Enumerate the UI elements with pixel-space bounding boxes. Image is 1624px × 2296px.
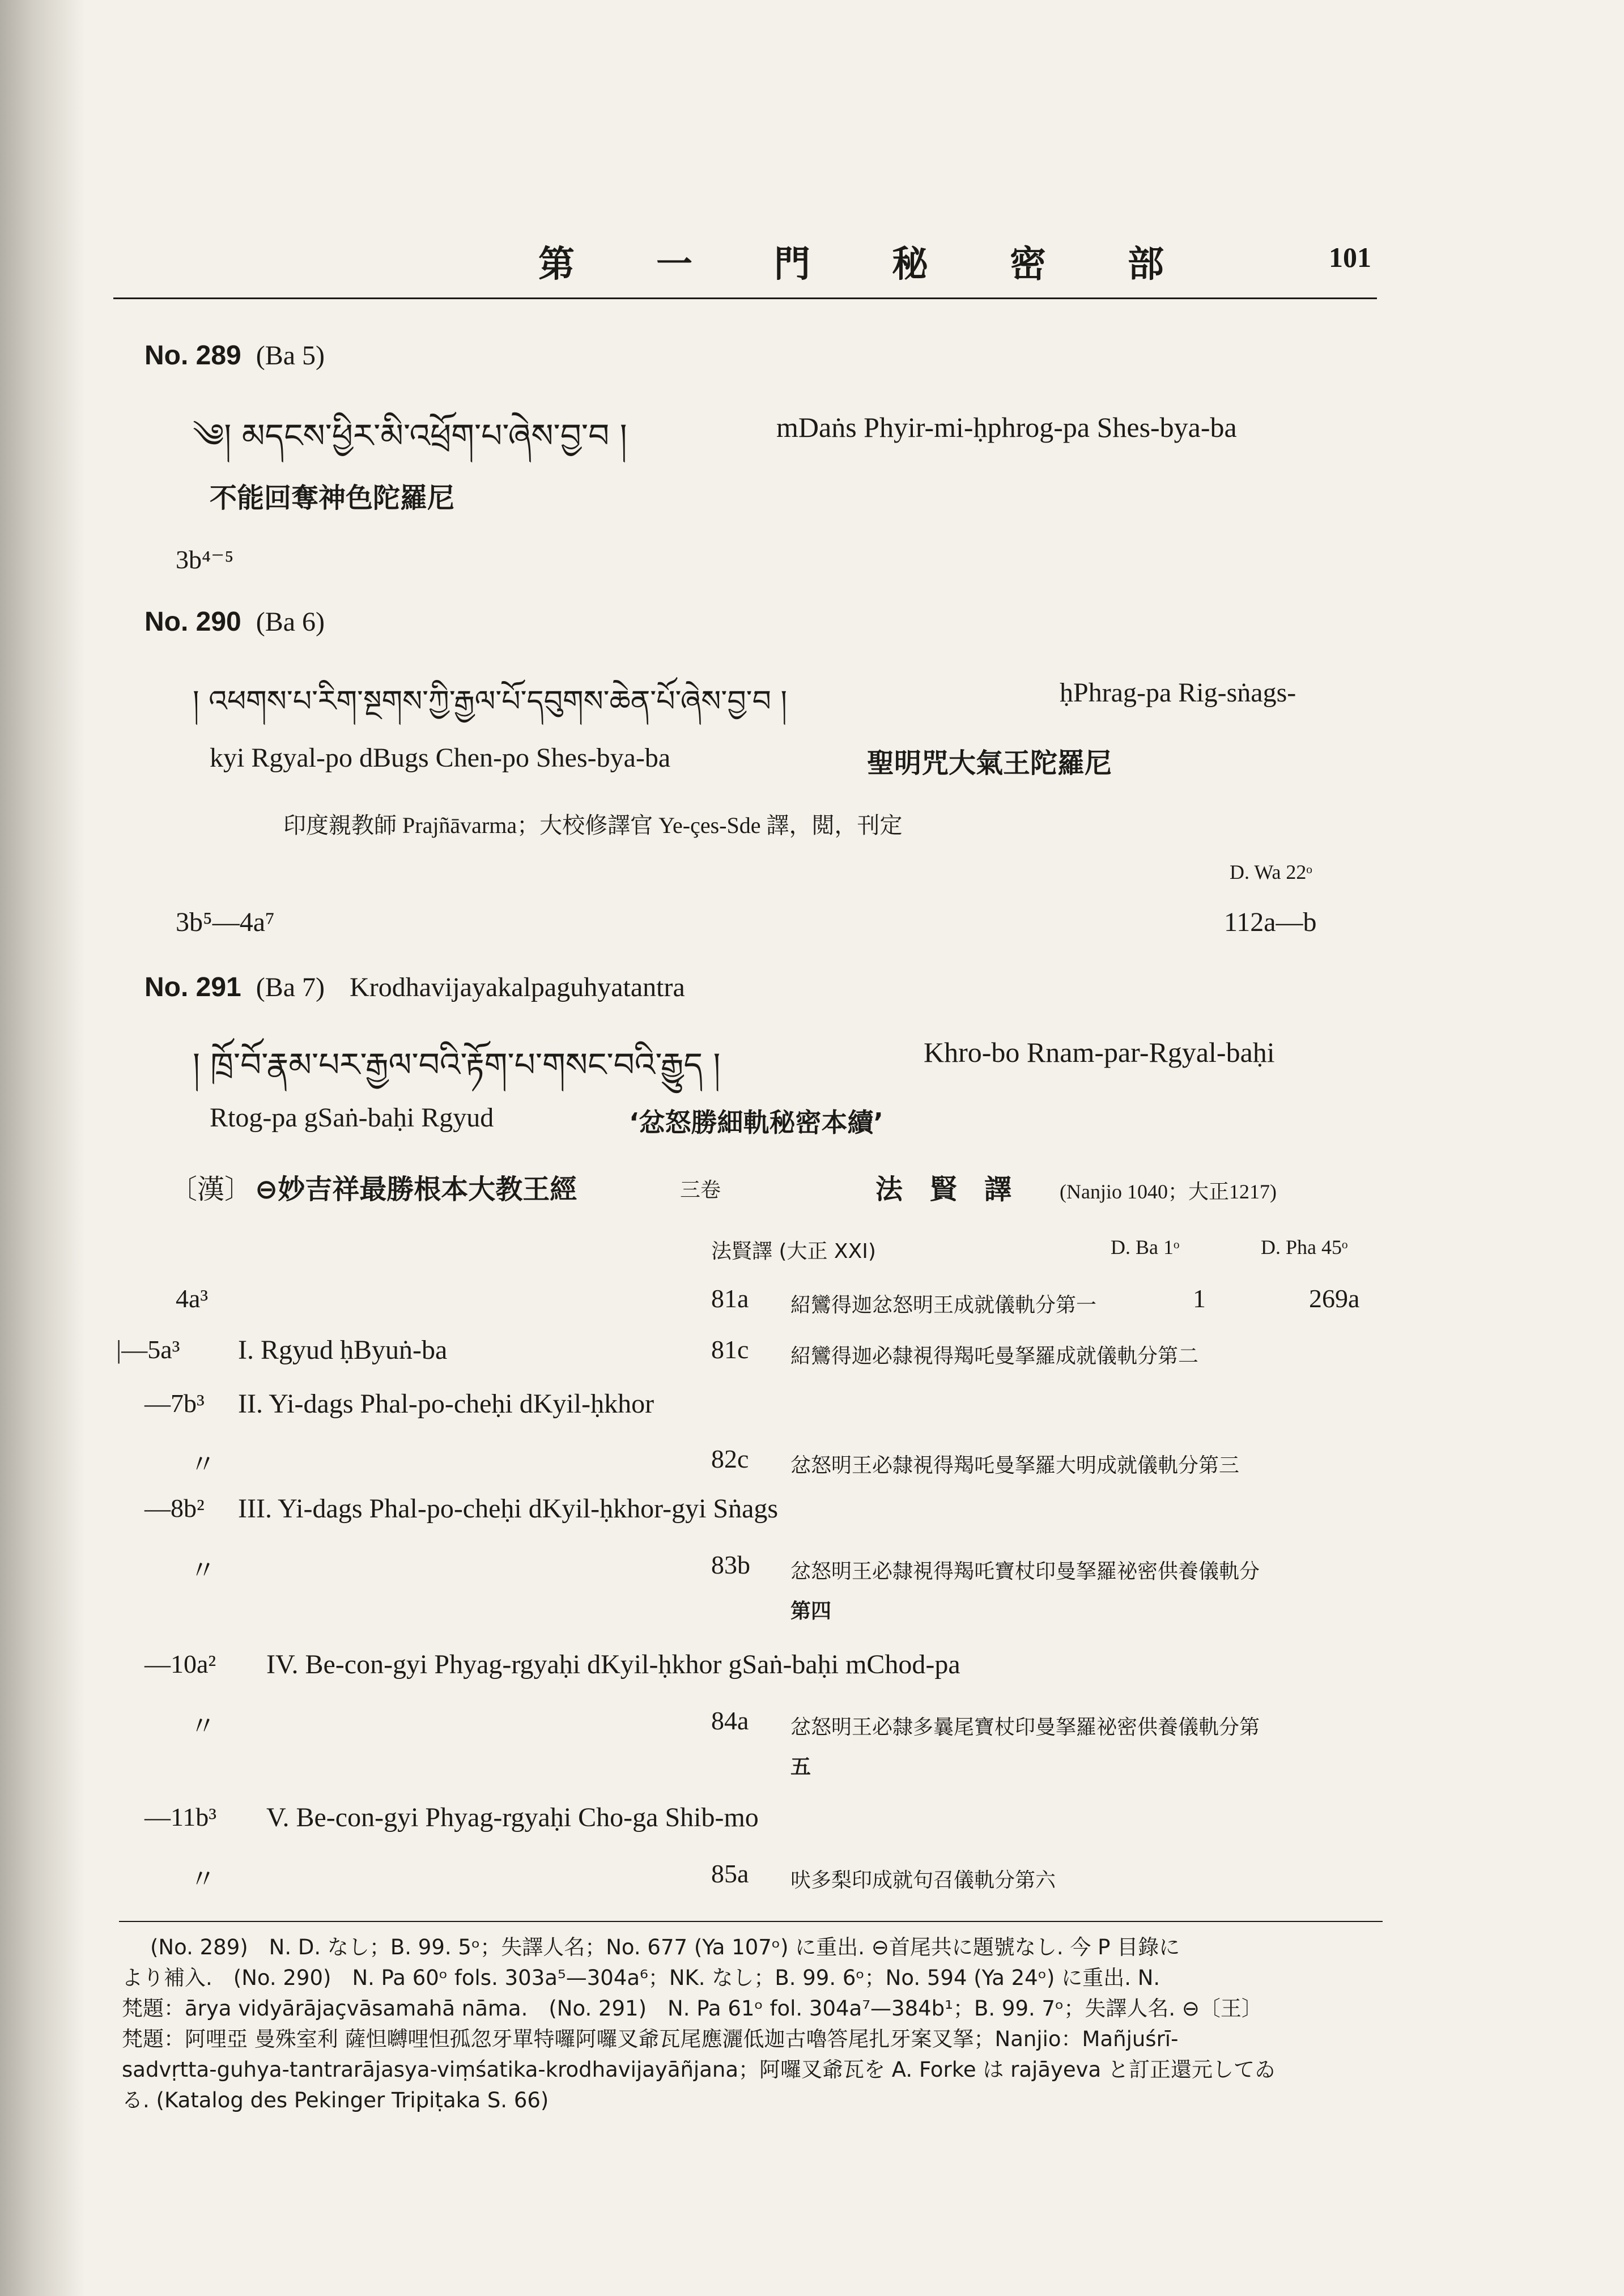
entry-291-sanskrit: Krodhavijayakalpaguhyatantra <box>350 972 685 1002</box>
footnote-rule <box>119 1921 1383 1922</box>
row-desc: 忿怒明王必隸多曩尾寶杖印曼拏羅祕密供養儀軌分第 <box>790 1716 1260 1739</box>
han-translator: 法 賢 譯 <box>875 1173 1012 1205</box>
row-title: III. Yi-dags Phal-po-cheḥi dKyil-ḥkhor-gyi Sṅags <box>238 1494 779 1524</box>
entry-291-tibetan: ། ཁྲོ་བོ་རྣམ་པར་རྒྱལ་བའི་རྟོག་པ་གསང་བའི་རྒྱུད ། <box>193 1045 721 1084</box>
row-ref: 81a <box>711 1284 749 1313</box>
entry-number: No. 289 <box>144 341 241 371</box>
entry-ba: (Ba 7) <box>256 972 325 1002</box>
row-desc: 吠多梨印成就句召儀軌分第六 <box>790 1869 1056 1892</box>
row-folio: —10a² <box>144 1649 216 1678</box>
row-folio: —8b² <box>144 1494 205 1523</box>
han-reference: (Nanjio 1040；大正1217) <box>1060 1180 1277 1203</box>
row-ref: 83b <box>711 1550 750 1579</box>
entry-290-heading <box>144 606 325 637</box>
column-head-derge-ba: D. Ba 1ᵒ <box>1111 1236 1180 1258</box>
entry-290-derge: D. Wa 22ᵒ <box>1230 861 1312 883</box>
entry-290-roman-2: kyi Rgyal-po dBugs Chen-po Shes-bya-ba <box>210 743 671 773</box>
row-ref: 81c <box>711 1335 749 1364</box>
row-folio: |—5a³ <box>116 1335 180 1364</box>
entry-289-roman: mDaṅs Phyir-mi-ḥphrog-pa Shes-bya-ba <box>776 411 1237 443</box>
row-ditto: 〃 <box>190 1865 216 1894</box>
entry-ba: (Ba 6) <box>256 607 325 637</box>
row-derge-pha: 269a <box>1309 1284 1360 1313</box>
row-folio: —7b³ <box>144 1389 205 1418</box>
row-ditto: 〃 <box>190 1556 216 1585</box>
entry-290-folio-right: 112a—b <box>1224 907 1317 937</box>
row-ref: 85a <box>711 1859 749 1888</box>
row-ditto: 〃 <box>190 1450 216 1479</box>
entry-number: No. 290 <box>144 607 241 637</box>
footnote-line: より補入. (No. 290) N. Pa 60ᵒ fols. 303a⁵—304a⁶；NK. なし；B. 99. 6ᵒ；No. 594 (Ya 24ᵒ) に重出. N. <box>122 1966 1160 1990</box>
scan-edge-shadow <box>0 0 85 2296</box>
entry-291-heading <box>144 972 685 1003</box>
row-title: IV. Be-con-gyi Phyag-rgyaḥi dKyil-ḥkhor gSaṅ-baḥi mChod-pa <box>266 1649 960 1680</box>
entry-289-tibetan: ༄། མདངས་ཕྱིར་མི་འཕྲོག་པ་ཞེས་བྱ་བ ། <box>193 416 627 455</box>
page-number: 101 <box>1329 241 1371 273</box>
row-desc: 忿怒明王必隸視得羯吒寶杖印曼拏羅祕密供養儀軌分 <box>790 1560 1260 1583</box>
entry-291-roman-2: Rtog-pa gSaṅ-baḥi Rgyud <box>210 1103 494 1133</box>
footnote-line: sadvṛtta-guhya-tantrarājasya-viṃśatika-krodhavijayāñjana；阿囉叉爺瓦を A. Forke は rajāyeva と訂正還元してゐ <box>122 2057 1276 2082</box>
footnote-line: 梵題：ārya vidyārājaçvāsamahā nāma. (No. 291) N. Pa 61ᵒ fol. 304a⁷—384b¹；B. 99. 7ᵒ；失譯人名. ⊖〔王〕 <box>122 1996 1262 2021</box>
entry-290-roman-1: ḥPhrag-pa Rig-sṅags- <box>1060 678 1296 708</box>
entry-289-heading <box>144 340 325 371</box>
entry-number: No. 291 <box>144 972 241 1002</box>
entry-290-tibetan: ། འཕགས་པ་རིག་སྔགས་ཀྱི་རྒྱལ་པོ་དབུགས་ཆེན་པོ་ཞེས་བྱ་བ ། <box>193 684 787 718</box>
entry-ba: (Ba 5) <box>256 341 325 371</box>
han-title: ⊖妙吉祥最勝根本大教王經 <box>255 1173 577 1205</box>
han-label: 〔漢〕 <box>170 1173 252 1205</box>
row-derge-ba: 1 <box>1193 1284 1206 1313</box>
row-title: II. Yi-dags Phal-po-cheḥi dKyil-ḥkhor <box>238 1389 654 1419</box>
row-folio: 4a³ <box>176 1284 209 1313</box>
footnote-line: る. (Katalog des Pekinger Tripiṭaka S. 66) <box>122 2088 549 2112</box>
row-title: I. Rgyud ḥByuṅ-ba <box>238 1335 448 1365</box>
column-head-taisho: 法賢譯 (大正 XXI) <box>711 1240 876 1263</box>
row-desc: 紹鸞得迦忿怒明王成就儀軌分第一 <box>790 1294 1097 1317</box>
page-header-title: 第 一 門 秘 密 部 <box>538 244 1187 284</box>
row-desc: 紹鸞得迦必隸視得羯吒曼拏羅成就儀軌分第二 <box>790 1345 1199 1368</box>
footnote-line: 梵題：阿哩亞 曼殊室利 薩怛嚩哩怛孤忽牙單特囉阿囉叉爺瓦尾應灑低迦古嚕答尾扎牙案叉拏；Nanjio：Mañjuśrī- <box>122 2027 1179 2051</box>
row-desc-cont: 第四 <box>790 1600 832 1623</box>
entry-289-chinese: 不能回奪神色陀羅尼 <box>210 482 455 514</box>
entry-291-roman-1: Khro-bo Rnam-par-Rgyal-baḥi <box>924 1036 1275 1068</box>
row-desc: 忿怒明王必隸視得羯吒曼拏羅大明成就儀軌分第三 <box>790 1454 1240 1477</box>
column-head-derge-pha: D. Pha 45ᵒ <box>1261 1236 1348 1258</box>
row-folio: —11b³ <box>144 1802 217 1831</box>
row-title: V. Be-con-gyi Phyag-rgyaḥi Cho-ga Shib-mo <box>266 1802 759 1832</box>
header-rule <box>113 297 1377 299</box>
han-volumes: 三卷 <box>680 1179 721 1202</box>
row-ref: 82c <box>711 1444 749 1473</box>
row-ref: 84a <box>711 1706 749 1735</box>
entry-290-translators: 印度親教師 Prajñāvarma；大校修譯官 Ye-çes-Sde 譯，閲，刊定 <box>283 813 903 838</box>
footnote-line: (No. 289) N. D. なし；B. 99. 5ᵒ；失譯人名；No. 677 (Ya 107ᵒ) に重出. ⊖首尾共に題號なし. 今 P 目錄に <box>150 1935 1180 1959</box>
entry-290-chinese: 聖明咒大氣王陀羅尼 <box>867 747 1112 779</box>
row-desc-cont: 五 <box>790 1755 811 1779</box>
entry-291-chinese-title: ‘忿怒勝細軌秘密本續’ <box>629 1107 883 1138</box>
entry-290-folio: 3b⁵—4a⁷ <box>176 907 275 937</box>
row-ditto: 〃 <box>190 1712 216 1741</box>
entry-289-folio: 3b⁴⁻⁵ <box>176 545 234 574</box>
